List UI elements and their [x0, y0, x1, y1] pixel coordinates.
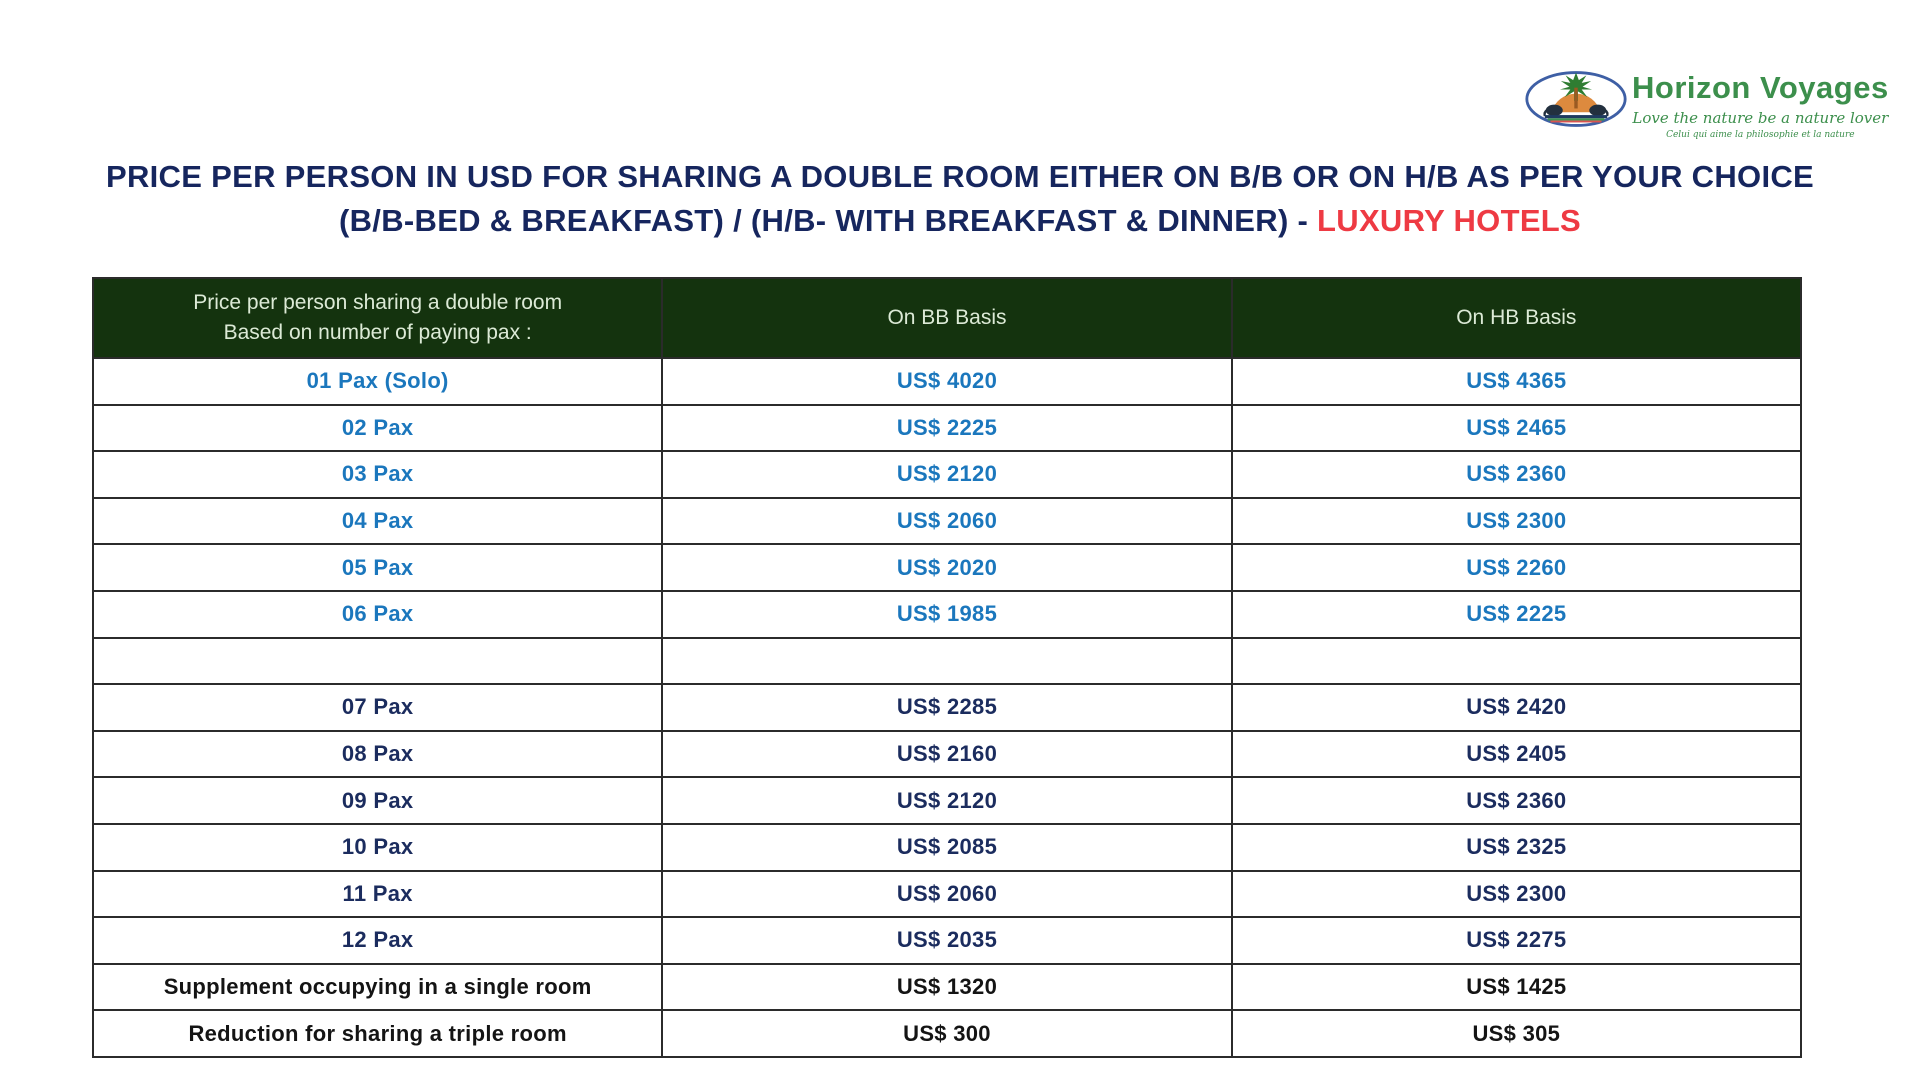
- table-row: [93, 1010, 1801, 1057]
- hb-price-cell: US$ 2360: [1232, 451, 1801, 498]
- hb-price-cell: [1232, 638, 1801, 685]
- table-row: [93, 824, 1801, 871]
- bb-price-cell: US$ 2060: [662, 871, 1231, 918]
- table-row: [93, 451, 1801, 498]
- hb-price-cell: US$ 305: [1232, 1010, 1801, 1057]
- header-pax-line2: Based on number of paying pax :: [223, 321, 532, 344]
- company-tagline: Love the nature be a nature lover: [1632, 109, 1889, 127]
- hb-price-cell: US$ 2465: [1232, 405, 1801, 452]
- table-row: [93, 358, 1801, 405]
- table-row: [93, 638, 1801, 685]
- hb-price-cell: US$ 2260: [1232, 544, 1801, 591]
- hb-price-cell: US$ 2225: [1232, 591, 1801, 638]
- price-table-body: [93, 358, 1801, 1057]
- hb-price-cell: US$ 2275: [1232, 917, 1801, 964]
- table-row: [93, 777, 1801, 824]
- bb-price-cell: US$ 2285: [662, 684, 1231, 731]
- hb-price-cell: US$ 2405: [1232, 731, 1801, 778]
- pax-label-cell: 10 Pax: [93, 824, 662, 871]
- pax-label-cell: 06 Pax: [93, 591, 662, 638]
- hb-price-cell: US$ 2325: [1232, 824, 1801, 871]
- pax-label-cell: 08 Pax: [93, 731, 662, 778]
- table-row: [93, 405, 1801, 452]
- table-row: [93, 498, 1801, 545]
- bb-price-cell: US$ 2035: [662, 917, 1231, 964]
- pax-label-cell: 04 Pax: [93, 498, 662, 545]
- bb-price-cell: US$ 2120: [662, 451, 1231, 498]
- bb-price-cell: US$ 2085: [662, 824, 1231, 871]
- pax-label-cell: 03 Pax: [93, 451, 662, 498]
- logo-text-block: [1632, 70, 1889, 140]
- table-row: [93, 544, 1801, 591]
- table-row: [93, 917, 1801, 964]
- pax-label-cell: [93, 638, 662, 685]
- bb-price-cell: US$ 2160: [662, 731, 1231, 778]
- bb-price-cell: US$ 1320: [662, 964, 1231, 1011]
- bb-price-cell: [662, 638, 1231, 685]
- page-title: [0, 155, 1920, 243]
- table-row: [93, 591, 1801, 638]
- price-table: [92, 277, 1802, 1058]
- title-line2: [0, 199, 1920, 243]
- hb-price-cell: US$ 2300: [1232, 871, 1801, 918]
- pax-label-cell: 02 Pax: [93, 405, 662, 452]
- bb-price-cell: US$ 2020: [662, 544, 1231, 591]
- bb-price-cell: US$ 2225: [662, 405, 1231, 452]
- hb-price-cell: US$ 2420: [1232, 684, 1801, 731]
- table-row: [93, 964, 1801, 1011]
- bb-price-cell: US$ 1985: [662, 591, 1231, 638]
- pax-label-cell: 01 Pax (Solo): [93, 358, 662, 405]
- pax-label-cell: Supplement occupying in a single room: [93, 964, 662, 1011]
- title-line2-highlight: LUXURY HOTELS: [1317, 203, 1582, 239]
- palm-sunset-elephants-logo-icon: [1524, 68, 1628, 130]
- pax-label-cell: 09 Pax: [93, 777, 662, 824]
- pax-label-cell: 11 Pax: [93, 871, 662, 918]
- hb-price-cell: US$ 2300: [1232, 498, 1801, 545]
- pax-label-cell: 05 Pax: [93, 544, 662, 591]
- header-pax-column: [93, 278, 662, 358]
- bb-price-cell: US$ 2120: [662, 777, 1231, 824]
- pax-label-cell: 12 Pax: [93, 917, 662, 964]
- hb-price-cell: US$ 1425: [1232, 964, 1801, 1011]
- table-row: [93, 871, 1801, 918]
- header-hb-column: On HB Basis: [1232, 278, 1801, 358]
- title-line2-prefix: (B/B-BED & BREAKFAST) / (H/B- WITH BREAKFAST & DINNER) -: [338, 203, 1318, 239]
- header-pax-line1: Price per person sharing a double room: [193, 290, 563, 314]
- table-row: [93, 731, 1801, 778]
- hb-price-cell: US$ 4365: [1232, 358, 1801, 405]
- header-row: [93, 278, 1801, 358]
- company-logo: [1524, 56, 1889, 140]
- price-table-header: [93, 278, 1801, 358]
- hb-price-cell: US$ 2360: [1232, 777, 1801, 824]
- bb-price-cell: US$ 300: [662, 1010, 1231, 1057]
- bb-price-cell: US$ 4020: [662, 358, 1231, 405]
- header-bb-column: On BB Basis: [662, 278, 1231, 358]
- company-subtagline: Celui qui aime la philosophie et la nature: [1666, 130, 1855, 140]
- bb-price-cell: US$ 2060: [662, 498, 1231, 545]
- pax-label-cell: 07 Pax: [93, 684, 662, 731]
- pax-label-cell: Reduction for sharing a triple room: [93, 1010, 662, 1057]
- company-name: Horizon Voyages: [1632, 70, 1889, 105]
- title-line1: PRICE PER PERSON IN USD FOR SHARING A DOUBLE ROOM EITHER ON B/B OR ON H/B AS PER YOUR CHOICE: [105, 159, 1815, 194]
- table-row: [93, 684, 1801, 731]
